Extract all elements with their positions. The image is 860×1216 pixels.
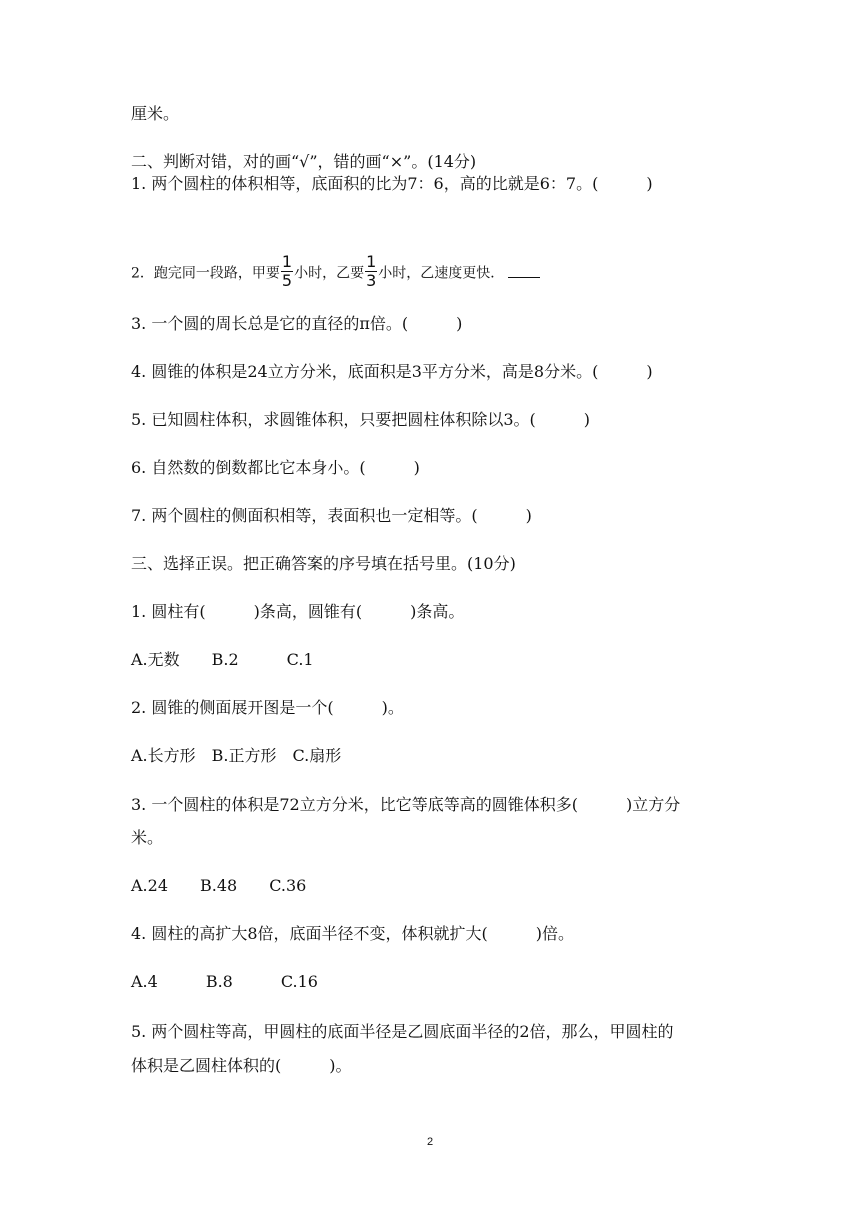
question-tf-2-suffix: 小时，乙速度更快． (378, 265, 505, 282)
fraction-denominator: 3 (366, 271, 377, 290)
question-mc-4: 4. 圆柱的高扩大8倍，底面半径不变，体积就扩大( )倍。 (131, 924, 575, 943)
question-tf-7: 7. 两个圆柱的侧面积相等，表面积也一定相等。( ) (131, 506, 532, 525)
options-mc-1: A.无数 B.2 C.1 (131, 650, 314, 669)
question-tf-2-prefix: 2．跑完同一段路，甲要 (131, 265, 280, 282)
page-number: 2 (426, 1136, 434, 1148)
section-heading-true-false: 二、判断对错，对的画“√”，错的画“×”。(14分) (131, 152, 477, 171)
fraction-one-fifth (281, 254, 293, 289)
options-mc-2: A.长方形 B.正方形 C.扇形 (131, 746, 342, 765)
question-mc-1: 1. 圆柱有( )条高，圆锥有( )条高。 (131, 602, 465, 621)
fraction-numerator: 1 (281, 252, 293, 271)
question-mc-3-line2: 米。 (131, 828, 164, 847)
question-mc-3-line1: 3. 一个圆柱的体积是72立方分米，比它等底等高的圆锥体积多( )立方分 (131, 795, 681, 814)
question-tf-3: 3. 一个圆的周长总是它的直径的π倍。( ) (131, 314, 463, 333)
question-tf-4: 4. 圆锥的体积是24立方分米，底面积是3平方分米，高是8分米。( ) (131, 362, 653, 381)
question-tf-6: 6. 自然数的倒数都比它本身小。( ) (131, 458, 420, 477)
question-tf-1: 1. 两个圆柱的体积相等，底面积的比为7：6，高的比就是6：7。( ) (131, 174, 653, 193)
fraction-denominator: 5 (281, 271, 293, 290)
fraction-one-third (365, 254, 377, 289)
text-continuation: 厘米。 (131, 104, 180, 123)
question-tf-2 (131, 252, 540, 291)
options-mc-4: A.4 B.8 C.16 (131, 972, 318, 991)
answer-blank[interactable] (508, 265, 540, 278)
options-mc-3: A.24 B.48 C.36 (131, 876, 307, 895)
question-mc-5-line1: 5. 两个圆柱等高，甲圆柱的底面半径是乙圆底面半径的2倍，那么，甲圆柱的 (131, 1022, 674, 1041)
question-tf-2-mid: 小时，乙要 (294, 265, 365, 282)
fraction-numerator: 1 (366, 252, 377, 271)
question-mc-2: 2. 圆锥的侧面展开图是一个( )。 (131, 698, 404, 717)
question-tf-5: 5. 已知圆柱体积，求圆锥体积，只要把圆柱体积除以3。( ) (131, 410, 591, 429)
section-heading-multiple-choice: 三、选择正误。把正确答案的序号填在括号里。(10分) (131, 554, 516, 573)
question-mc-5-line2: 体积是乙圆柱体积的( )。 (131, 1056, 352, 1075)
